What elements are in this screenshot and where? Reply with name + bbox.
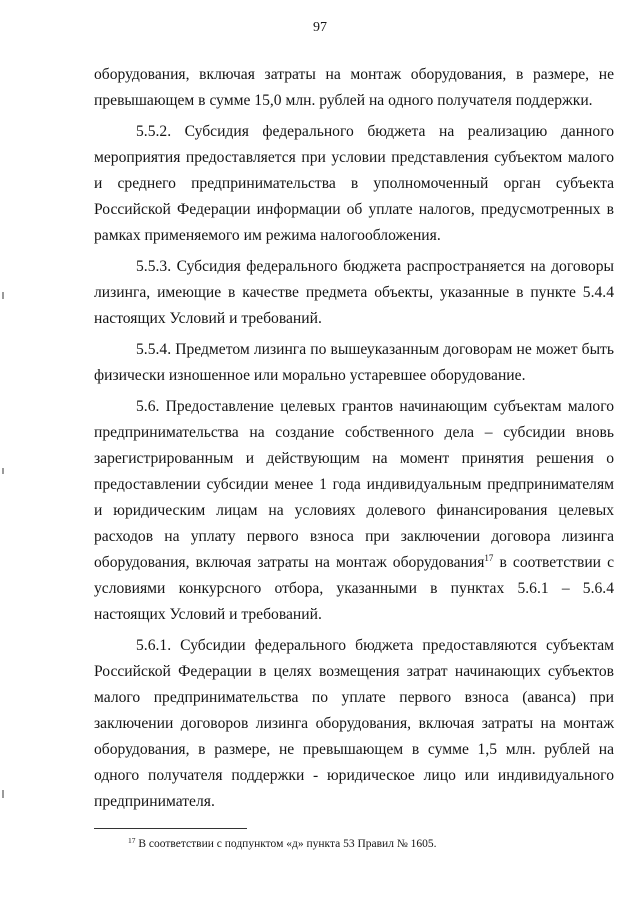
paragraph-5-5-2: 5.5.2. Субсидия федерального бюджета на реализацию данного мероприятия предоставляется при условии представления субъектом малого и среднего предпринимательства в уполномоченный орган субъекта Российской Федерации информации об уплате налогов, предусмотренных в рамках применяемого им режима налогообложения.	[94, 123, 614, 244]
footnote-text: В соответствии с подпунктом «д» пункта 53 Правил № 1605.	[135, 838, 437, 850]
footnote	[128, 836, 548, 852]
paragraph-5-5-3: 5.5.3. Субсидия федерального бюджета распространяется на договоры лизинга, имеющие в качестве предмета объекты, указанные в пункте 5.4.4 настоящих Условий и требований.	[94, 258, 614, 327]
footnote-number: 17	[128, 836, 136, 845]
body-text	[94, 62, 614, 820]
paragraph-5-6-text-before: 5.6. Предоставление целевых грантов начинающим субъектам малого предпринимательства на создание собственного дела – субсидии вновь зарегистрированным и действующим на момент принятия решения о предоставлении субсидии менее 1 года индивидуальным предпринимателям и юридическим лицам на условиях долевого финансирования целевых расходов на уплату первого взноса при заключении договора лизинга оборудования, включая затраты на монтаж оборудования	[94, 398, 614, 571]
scan-margin-mark	[2, 468, 4, 474]
scan-margin-mark	[2, 790, 4, 798]
page-number: 97	[313, 20, 327, 35]
paragraph-5-6-1: 5.6.1. Субсидии федерального бюджета предоставляются субъектам Российской Федерации в целях возмещения затрат начинающих субъектов малого предпринимательства по уплате первого взноса (аванса) при заключении договоров лизинга оборудования, включая затраты на монтаж оборудования, в размере, не превышающем в сумме 1,5 млн. рублей на одного получателя поддержки - юридическое лицо или индивидуального предпринимателя.	[94, 637, 614, 810]
paragraph-5-6-text-after: в соответствии с условиями конкурсного отбора, указанными в пунктах 5.6.1 – 5.6.4 настоящих Условий и требований.	[94, 554, 614, 623]
scan-margin-mark	[2, 292, 4, 299]
paragraph-continuation: оборудования, включая затраты на монтаж оборудования, в размере, не превышающем в сумме 15,0 млн. рублей на одного получателя поддержки.	[94, 66, 614, 109]
footnote-divider	[94, 828, 247, 829]
paragraph-5-5-4: 5.5.4. Предметом лизинга по вышеуказанным договорам не может быть физически изношенное или морально устаревшее оборудование.	[94, 341, 614, 384]
footnote-reference[interactable]: 17	[484, 553, 494, 563]
paragraph-5-6	[94, 394, 614, 628]
